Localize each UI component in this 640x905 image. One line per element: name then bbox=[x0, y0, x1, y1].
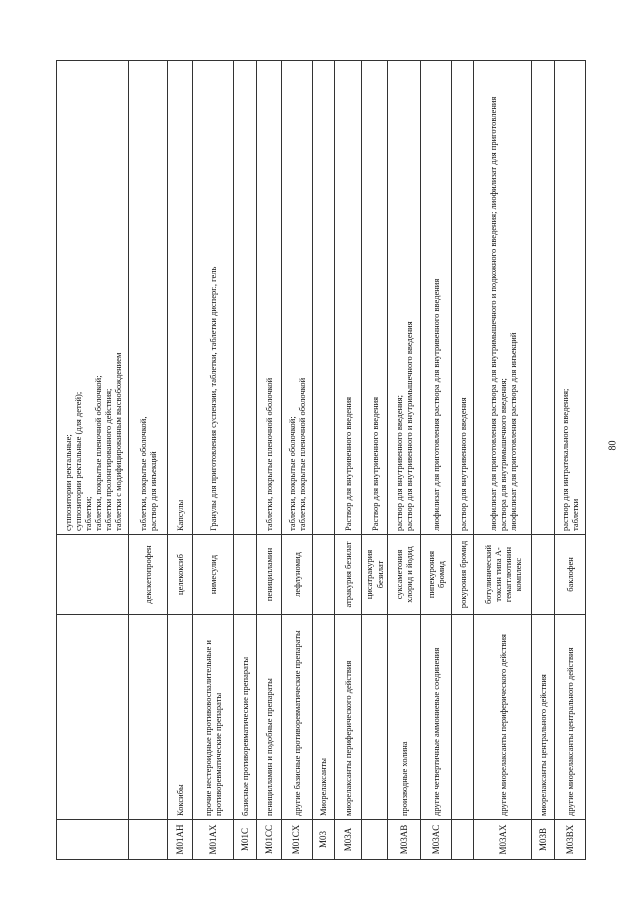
dosage-form-line: таблетки, покрытые пленочной оболочкой bbox=[263, 377, 274, 531]
dosage-form-cell bbox=[129, 61, 168, 535]
drug-name-cell bbox=[234, 535, 257, 615]
group-name-cell: пеницилламин и подобные препараты bbox=[256, 615, 281, 820]
atc-code-cell: M01CX bbox=[281, 820, 312, 860]
dosage-form-cell bbox=[168, 61, 193, 535]
drug-name-cell: суксаметония хлорид и йодид bbox=[387, 535, 420, 615]
table-row bbox=[312, 61, 335, 860]
dosage-form-cell bbox=[451, 61, 474, 535]
dosage-form-cell bbox=[532, 61, 555, 535]
group-name-cell: Коксибы bbox=[168, 615, 193, 820]
dosage-form-line: раствор для внутривенного и внутримышечного введения bbox=[403, 321, 414, 531]
dosage-form-line: Капсулы bbox=[175, 499, 186, 531]
group-name-cell bbox=[362, 615, 388, 820]
dosage-form-line: таблетки, покрытые пленочной оболочкой bbox=[296, 377, 307, 531]
dosage-form-line: таблетки, покрытые оболочкой, bbox=[138, 416, 149, 531]
table-row bbox=[281, 61, 312, 860]
drug-name-cell bbox=[57, 535, 129, 615]
table-row bbox=[129, 61, 168, 860]
atc-code-cell: M03 bbox=[312, 820, 335, 860]
dosage-form-cell bbox=[312, 61, 335, 535]
dosage-form-line: раствор для внутривенного введения; bbox=[393, 395, 404, 531]
atc-code-cell bbox=[451, 820, 474, 860]
atc-code-cell: M03BX bbox=[554, 820, 585, 860]
table-row bbox=[420, 61, 451, 860]
drug-name-cell: рокурония бромид bbox=[451, 535, 474, 615]
group-name-cell: производные холина bbox=[387, 615, 420, 820]
table-row bbox=[451, 61, 474, 860]
dosage-form-line: суппозитории ректальные; bbox=[62, 434, 73, 531]
dosage-form-cell bbox=[256, 61, 281, 535]
dosage-form-line: таблетки с модифицированным высвобождением bbox=[112, 352, 123, 531]
atc-code-cell bbox=[57, 820, 129, 860]
dosage-form-line: лиофилизат для приготовления раствора для внутримышечного и подкожного введения; лиофилизат для приготовления раствора для внутримышечного введения; bbox=[487, 96, 508, 531]
drug-name-cell: лефлуномид bbox=[281, 535, 312, 615]
atc-code-cell: M03AX bbox=[474, 820, 532, 860]
table-row bbox=[474, 61, 532, 860]
dosage-form-line: таблетки bbox=[569, 498, 580, 531]
drug-name-cell bbox=[312, 535, 335, 615]
atc-code-cell: M01CC bbox=[256, 820, 281, 860]
dosage-form-line: раствор для интратекального введения; bbox=[559, 388, 570, 531]
group-name-cell: миорелаксанты центрального действия bbox=[532, 615, 555, 820]
drug-table bbox=[56, 60, 586, 860]
dosage-form-line: Раствор для внутривенного введения bbox=[369, 396, 380, 531]
dosage-form-cell bbox=[234, 61, 257, 535]
dosage-form-line: таблетки; bbox=[82, 496, 93, 531]
table-row bbox=[362, 61, 388, 860]
dosage-form-cell bbox=[554, 61, 585, 535]
table-row bbox=[168, 61, 193, 860]
dosage-form-line: Гранулы для приготовления суспензии, таблетки, таблетки дисперг., гель bbox=[208, 266, 219, 531]
dosage-form-line: лиофилизат для приготовления раствора для инъекций bbox=[507, 332, 518, 531]
table-row bbox=[234, 61, 257, 860]
group-name-cell: другие миорелаксанты центрального действия bbox=[554, 615, 585, 820]
drug-name-cell: пипекурония бромид bbox=[420, 535, 451, 615]
atc-code-cell bbox=[129, 820, 168, 860]
drug-name-cell: декскетопрофен bbox=[129, 535, 168, 615]
atc-code-cell: M01AH bbox=[168, 820, 193, 860]
group-name-cell: прочие нестероидные противовоспалительные и противоревматические препараты bbox=[193, 615, 234, 820]
atc-code-cell: M01AX bbox=[193, 820, 234, 860]
group-name-cell: Миорелаксанты bbox=[312, 615, 335, 820]
drug-name-cell: целекоксиб bbox=[168, 535, 193, 615]
dosage-form-cell bbox=[474, 61, 532, 535]
dosage-form-line: суппозитории ректальные (для детей); bbox=[72, 391, 83, 531]
group-name-cell: другие миорелаксанты периферического действия bbox=[474, 615, 532, 820]
table-row bbox=[532, 61, 555, 860]
dosage-form-cell bbox=[420, 61, 451, 535]
table-row bbox=[335, 61, 362, 860]
group-name-cell: базисные противоревматические препараты bbox=[234, 615, 257, 820]
atc-code-cell: M03B bbox=[532, 820, 555, 860]
group-name-cell: другие базисные противоревматические препараты bbox=[281, 615, 312, 820]
page-number: 80 bbox=[607, 440, 619, 451]
group-name-cell: миорелаксанты периферического действия bbox=[335, 615, 362, 820]
drug-name-cell bbox=[532, 535, 555, 615]
drug-name-cell: ботулинический токсин типа A-гемагглютинин комплекс bbox=[474, 535, 532, 615]
drug-name-cell: нимесулид bbox=[193, 535, 234, 615]
table-row bbox=[387, 61, 420, 860]
dosage-form-cell bbox=[335, 61, 362, 535]
drug-name-cell: баклофен bbox=[554, 535, 585, 615]
drug-name-cell: пеницилламин bbox=[256, 535, 281, 615]
dosage-form-line: таблетки пролонгированного действия; bbox=[102, 388, 113, 531]
group-name-cell bbox=[451, 615, 474, 820]
dosage-form-cell bbox=[387, 61, 420, 535]
rotated-page bbox=[56, 60, 586, 860]
table-row bbox=[57, 61, 129, 860]
dosage-form-line: таблетки, покрытые пленочной оболочкой; bbox=[92, 375, 103, 531]
dosage-form-line: лиофилизат для приготовления раствора для внутривенного введения bbox=[430, 278, 441, 531]
dosage-form-line: раствор для внутривенного введения bbox=[457, 397, 468, 531]
table-row bbox=[256, 61, 281, 860]
table-row bbox=[554, 61, 585, 860]
group-name-cell bbox=[57, 615, 129, 820]
drug-name-cell: цисатракурия безилат bbox=[362, 535, 388, 615]
dosage-form-line: раствор для инъекций bbox=[148, 451, 159, 531]
dosage-form-cell bbox=[362, 61, 388, 535]
atc-code-cell: M03AB bbox=[387, 820, 420, 860]
drug-name-cell: атракурия безилат bbox=[335, 535, 362, 615]
dosage-form-line: Раствор для внутривенного введения bbox=[343, 396, 354, 531]
table-row bbox=[193, 61, 234, 860]
dosage-form-cell bbox=[193, 61, 234, 535]
group-name-cell: другие четвертичные аммониевые соединения bbox=[420, 615, 451, 820]
atc-code-cell: M03AC bbox=[420, 820, 451, 860]
dosage-form-cell bbox=[281, 61, 312, 535]
dosage-form-line: таблетки, покрытые оболочкой; bbox=[286, 416, 297, 531]
group-name-cell bbox=[129, 615, 168, 820]
dosage-form-cell bbox=[57, 61, 129, 535]
atc-code-cell bbox=[362, 820, 388, 860]
atc-code-cell: M03A bbox=[335, 820, 362, 860]
atc-code-cell: M01C bbox=[234, 820, 257, 860]
